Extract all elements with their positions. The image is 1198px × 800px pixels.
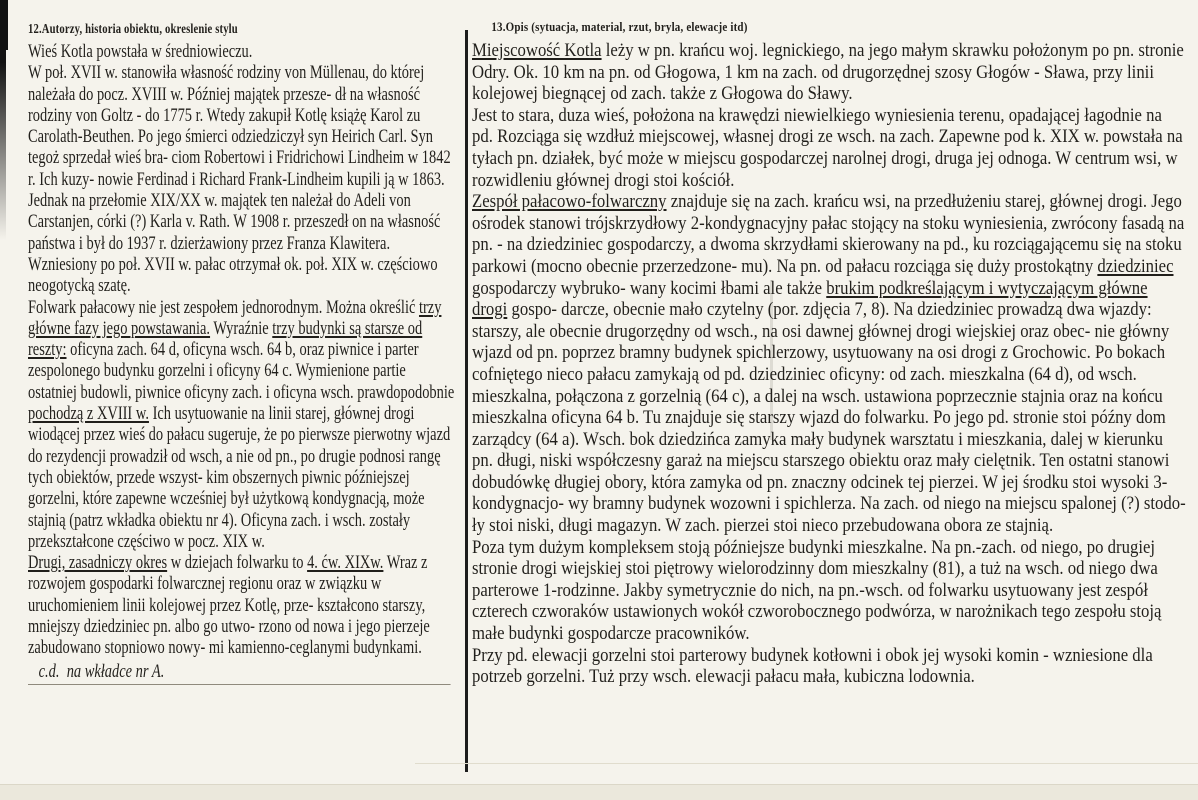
paragraph <box>472 105 1187 191</box>
paragraph <box>472 537 1187 645</box>
paragraph <box>28 41 455 62</box>
underlined-text: Zespół pałacowo-folwarczny <box>472 191 667 213</box>
underlined-text: trzy budynki są starsze od reszty: <box>28 317 423 361</box>
text-run: Wyraźnie <box>210 317 273 339</box>
text-run: W poł. XVII w. stanowiła własność rodziny von Müllenau, do której należała do pocz. XVIII w. Później majątek przesze- dł na własność rodziny von Goltz - do 1775 r. Wtedy zakupił Kotlę książę Karol zu Carolath-Beuthen. Po jego śmierci odziedziczył syn Heirich Carl. Syn tegoż sprzedał wieś bra- ciom Robertowi i Fridrichowi Lindheim w 1842 r. Ich kuzy- nowie Ferdinad i Richard Frank-Lindheim kupili ją w 1863. Jednak na przełomie XIX/XX w. majątek ten należał do Adeli von Carstanjen, córki (?) Karla v. Rath. W 1908 r. przeszedł on na własność państwa i był do 1937 r. dzierżawiony przez Franza Klawitera. <box>28 62 451 254</box>
underlined-text: pochodzą z XVIII w. <box>28 403 149 425</box>
section-13-heading: 13.Opis (sytuacja, material, rzut, bryla, elewacje itd) <box>491 20 748 34</box>
underlined-text: 4. ćw. XIXw. <box>307 552 384 574</box>
text-run: w dziejach folwarku to <box>167 552 308 574</box>
underlined-text: trzy główne fazy jego powstawania. <box>28 296 442 339</box>
paragraph <box>472 40 1187 105</box>
text-run: c.d. na wkładce nr A. <box>38 660 165 682</box>
underlined-text: brukim podkreślającym i wytyczającym główne drogi <box>472 277 1148 321</box>
section-13-body <box>472 40 1187 688</box>
text-run: gospodarczy wybruko- wany kocimi łbami ale także <box>472 277 827 299</box>
text-run: Przy pd. elewacji gorzelni stoi parterowy budynek kotłowni i obok jej wysoki komin - wzniesione dla potrzeb gorzelni. Tuż przy wsch. elewacji pałacu mała, kubiczna lodownia. <box>472 644 1153 688</box>
text-run: Ich usytuowanie na linii starej, głównej drogi wiodącej przez wieś do pałacu sugeruje, że po pierwsze pierwotny wjazd do rezydencji prowadził od wsch, a nie od pn., po drugie podnosi rangę tych obiektów, przede wszyst- kim obszernych piwnic późniejszej gorzelni, które zapewne wcześniej był użytkową kondygnacją, może stajnią (patrz wkładka obiektu nr 4). Oficyna zach. i wsch. zostały przekształcone częściwo w pocz. XIX w. <box>28 403 451 552</box>
paragraph <box>28 552 455 658</box>
paragraph <box>472 191 1187 537</box>
text-run: Wraz z rozwojem gospodarki folwarcznej regionu oraz w związku w uruchomieniem linii kolejowej przez Kotlę, prze- kształcono starszy, mniejszy dziedziniec pn. albo go utwo- rzono od nowa i jego pierzeje zabudowano stopniowo nowy- mi kamienno-ceglanymi budynkami. <box>28 552 430 659</box>
section-12-history-column <box>28 22 455 685</box>
underlined-text: Drugi, zasadniczy okres <box>28 552 168 574</box>
scan-corner-artifact <box>0 0 8 50</box>
paragraph <box>472 645 1187 688</box>
underlined-text: dziedziniec <box>1097 255 1174 277</box>
section-12-body <box>28 41 455 685</box>
text-run: Poza tym dużym kompleksem stoją późniejsze budynki mieszkalne. Na pn.-zach. od niego, po drugiej stronie drogi wiejskiej stoi piętrowy wielorodzinny dom mieszkalny (81), a tuż na wsch. od niego dwa parterowe 1-rodzinne. Jakby symetrycznie do nich, na pn.-wsch. od folwarku usytuowany jest zespół czterech czworaków ustawionych wokół czworobocznego podwórza, w narożnikach tego zespołu stoją małe budynki gospodarcze pracowników. <box>472 536 1162 645</box>
text-run: Wzniesiony po poł. XVII w. pałac otrzymał ok. poł. XIX w. częściowo neogotycką szatę. <box>28 253 438 297</box>
text-run: Jest to stara, duza wieś, położona na krawędzi niewielkiego wyniesienia terenu, opadającej łagodnie na pd. Rozciąga się wzdłuż miejscowej, własnej drogi ze wsch. na zach. Zapewne pod k. XIX w. powstała na tyłach pn. działek, być może w miejscu gospodarczej narolnej drogi, druga jej odnoga. W centrum wsi, w rozwidleniu głównej drogi stoi kościół. <box>472 104 1183 191</box>
text-run: gospo- darcze, obecnie mało czytelny (por. zdjęcia 7, 8). Na dziedziniec prowadzą dwa wjazdy: starszy, ale obecnie drugorzędny od wsch., na osi dawnej głównej drogi wiejskiej oraz obec- nie główny wjazd od pn. poprzez bramny budynek spichlerzowy, usytuowany na osi drogi z Grochowic. Po bokach cofniętego nieco pałacu zamykają od pd. dziedziniec oficyny: od zach. mieszkalna (64 d), od wsch. mieszkalna, połączona z gorzelnią (64 c), a dalej na wsch. ustawiona poprzecznie stajnia oraz na końcu mieszkalna oficyna 64 b. Tu znajduje się starszy wjazd do folwarku. Po jego pd. stronie stoi późny dom zarządcy (64 a). Wsch. bok dziedzińca zamyka mały budynek warsztatu i mieszkania, dalej w kierunku pn. długi, niski współczesny garaż na miejscu starszego obiektu oraz mały cielętnik. Ten ostatni stanowi dobudówkę długiej obory, która zamyka od pn. znaczny odcinek tej pierzei. W jej środku stoi wysoki 3-kondygnacjo- wy bramny budynek wozowni i spichlerza. Na zach. od niego na miejscu spalonej (?) stodo- ły stoi niski, długi magazyn. W zach. pierzei stoi nieco przebudowana obora ze stajnią. <box>472 299 1186 537</box>
text-run: Folwark pałacowy nie jest zespołem jednorodnym. Można określić <box>28 296 419 318</box>
text-run: oficyna zach. 64 d, oficyna wsch. 64 b, oraz piwnice i parter zespolonego budynku gorzelni i oficyny 64 c. Wymienione partie ostatniej budowli, piwnice oficyny zach. i oficyna wsch. prawdopodobnie <box>28 339 455 403</box>
text-run: Wieś Kotla powstała w średniowieczu. <box>28 41 253 62</box>
paragraph <box>28 297 455 553</box>
paragraph <box>28 254 455 297</box>
scan-faint-line-artifact <box>415 763 1198 764</box>
section-12-heading: 12.Autorzy, historia obiektu, okreslenie stylu <box>28 22 238 37</box>
underlined-text: Miejscowość Kotla <box>472 40 602 61</box>
paragraph <box>28 62 455 254</box>
column-divider-line <box>465 30 468 772</box>
scan-bottom-edge-artifact <box>0 784 1198 800</box>
text-run: leży w pn. krańcu woj. legnickiego, na jego małym skrawku położonym po pn. stronie Odry. Ok. 10 km na pn. od Głogowa, 1 km na zach. od drugorzędnej szosy Głogów - Sława, przy linii kolejowej biegnącej od zach. także z Głogowa do Sławy. <box>472 40 1184 105</box>
text-run: znajduje się na zach. krańcu wsi, na przedłużeniu starej, głównej drogi. Jego ośrodek stanowi trójskrzydłowy 2-kondygnacyjny pałac stojący na stoku wyniesienia, zwrócony fasadą na pn. - na dziedziniec gospodarczy, a dwoma skrzydłami skierowany na pd., ku rozciągającemu się na stoku parkowi (mocno obecnie przerzedzone- mu). Na pn. od pałacu rozciąga się duży prostokątny <box>472 191 1185 277</box>
paragraph <box>28 661 451 685</box>
section-13-description-column <box>472 20 1187 688</box>
